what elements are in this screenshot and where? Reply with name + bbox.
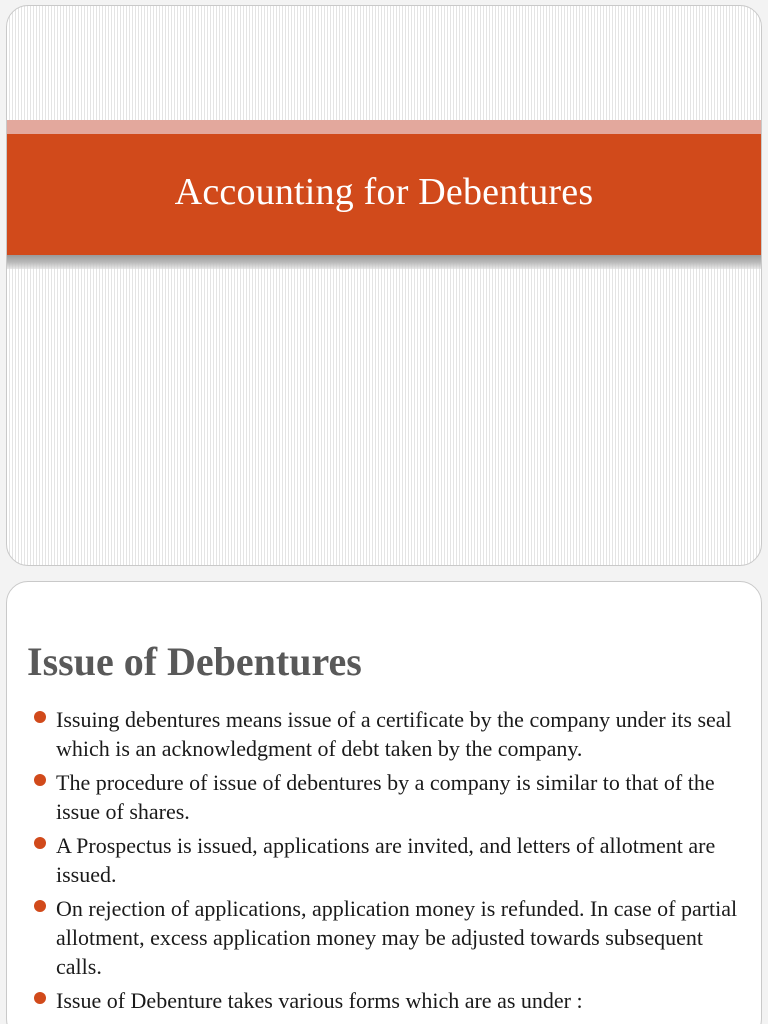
title-accent-band bbox=[7, 120, 761, 134]
title-slide bbox=[6, 5, 762, 566]
bullet-dot-icon bbox=[34, 711, 46, 723]
bullet-dot-icon bbox=[34, 992, 46, 1004]
bullet-item bbox=[32, 894, 752, 981]
bullet-text: A Prospectus is issued, applications are invited, and letters of allotment are issued. bbox=[56, 833, 716, 887]
bullet-text: Issuing debentures means issue of a certificate by the company under its seal which is an acknowledgment of debt taken by the company. bbox=[56, 707, 732, 761]
bullet-dot-icon bbox=[34, 900, 46, 912]
bullet-text: Issue of Debenture takes various forms which are as under : bbox=[56, 988, 583, 1013]
bullet-item bbox=[32, 705, 752, 763]
bullet-item bbox=[32, 768, 752, 826]
bullet-dot-icon bbox=[34, 774, 46, 786]
bullet-item bbox=[32, 986, 752, 1015]
bullet-item bbox=[32, 831, 752, 889]
bullet-list bbox=[32, 705, 752, 1020]
slide-heading: Issue of Debentures bbox=[27, 639, 362, 684]
title-bar-shadow bbox=[7, 255, 761, 269]
title-bar bbox=[7, 134, 761, 255]
bullet-text: The procedure of issue of debentures by a company is similar to that of the issue of shares. bbox=[56, 770, 715, 824]
bullet-dot-icon bbox=[34, 837, 46, 849]
bullet-text: On rejection of applications, application money is refunded. In case of partial allotment, excess application money may be adjusted towards subsequent calls. bbox=[56, 896, 738, 979]
content-slide bbox=[6, 581, 762, 1024]
slide-title: Accounting for Debentures bbox=[174, 170, 594, 213]
